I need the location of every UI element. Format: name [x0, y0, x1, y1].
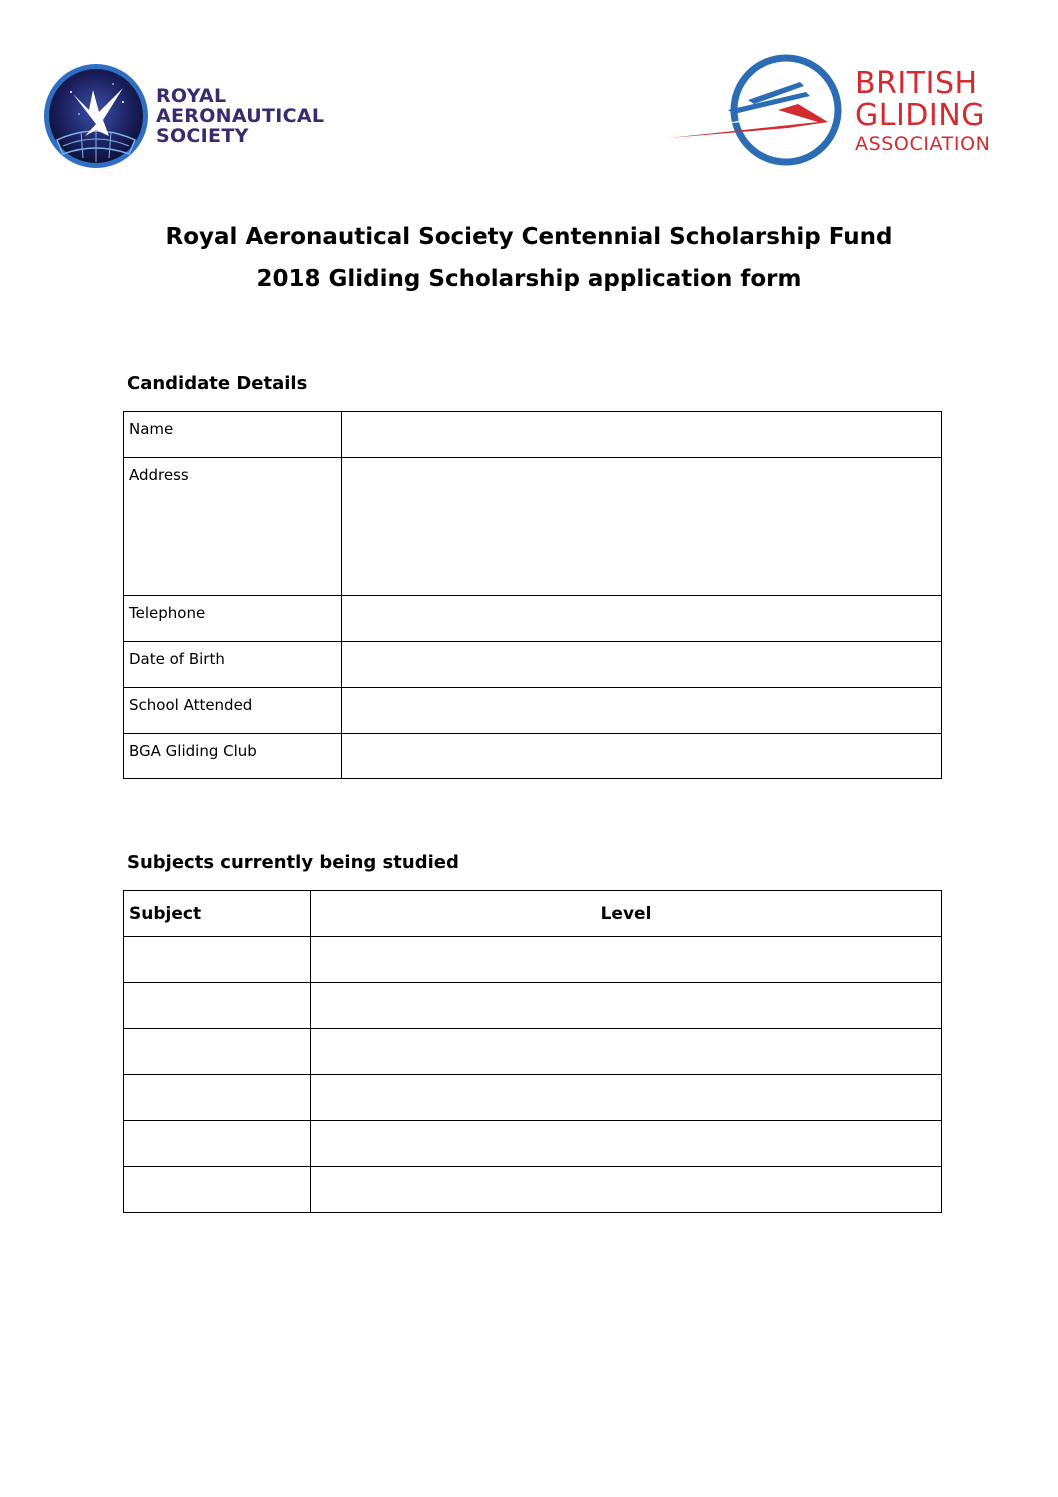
- table-row: [124, 412, 942, 458]
- date-of-birth-label: Date of Birth: [129, 650, 225, 668]
- table-row: [124, 1121, 942, 1167]
- bga-logo-line-1: BRITISH: [855, 66, 978, 101]
- telephone-field[interactable]: [342, 596, 942, 642]
- level-cell[interactable]: [311, 1121, 942, 1167]
- table-row: [124, 458, 942, 596]
- bga-gliding-club-label: BGA Gliding Club: [129, 742, 257, 760]
- table-row: [124, 1029, 942, 1075]
- level-cell[interactable]: [311, 1167, 942, 1213]
- table-row: [124, 1075, 942, 1121]
- school-attended-field[interactable]: [342, 688, 942, 734]
- table-row: [124, 688, 942, 734]
- table-row: [124, 642, 942, 688]
- level-column-header: Level: [600, 903, 652, 924]
- bga-emblem-icon: [668, 52, 848, 172]
- candidate-details-heading: Candidate Details: [127, 373, 308, 394]
- subject-cell[interactable]: [124, 1121, 311, 1167]
- ras-logo-line-1: ROYAL: [156, 85, 227, 107]
- table-row: [124, 1167, 942, 1213]
- date-of-birth-field[interactable]: [342, 642, 942, 688]
- ras-emblem-icon: [43, 62, 153, 172]
- subject-cell[interactable]: [124, 937, 311, 983]
- address-field[interactable]: [342, 458, 942, 596]
- candidate-details-table: [123, 411, 942, 779]
- subject-cell[interactable]: [124, 1029, 311, 1075]
- level-cell[interactable]: [311, 937, 942, 983]
- document-subtitle: 2018 Gliding Scholarship application form: [256, 266, 802, 292]
- bga-gliding-club-field[interactable]: [342, 734, 942, 779]
- table-row: [124, 734, 942, 779]
- ras-logo: [43, 62, 343, 172]
- table-row: [124, 596, 942, 642]
- ras-logo-line-2: AERONAUTICAL: [156, 105, 325, 127]
- name-label: Name: [129, 420, 174, 438]
- table-row: [124, 937, 942, 983]
- level-cell[interactable]: [311, 1075, 942, 1121]
- subjects-table: [123, 890, 942, 1213]
- ras-logo-line-3: SOCIETY: [156, 125, 249, 147]
- level-cell[interactable]: [311, 1029, 942, 1075]
- telephone-label: Telephone: [129, 604, 206, 622]
- address-label: Address: [129, 466, 189, 484]
- table-row: [124, 983, 942, 1029]
- subject-cell[interactable]: [124, 1167, 311, 1213]
- subjects-heading: Subjects currently being studied: [127, 852, 459, 873]
- name-field[interactable]: [342, 412, 942, 458]
- level-cell[interactable]: [311, 983, 942, 1029]
- document-title: Royal Aeronautical Society Centennial Scholarship Fund: [165, 224, 893, 250]
- bga-logo-line-2: GLIDING: [855, 98, 985, 133]
- subject-cell[interactable]: [124, 983, 311, 1029]
- school-attended-label: School Attended: [129, 696, 253, 714]
- table-header-row: [124, 891, 942, 937]
- subject-column-header: Subject: [129, 903, 202, 924]
- subject-cell[interactable]: [124, 1075, 311, 1121]
- bga-logo: [668, 52, 1008, 172]
- bga-logo-line-3: ASSOCIATION: [855, 133, 991, 155]
